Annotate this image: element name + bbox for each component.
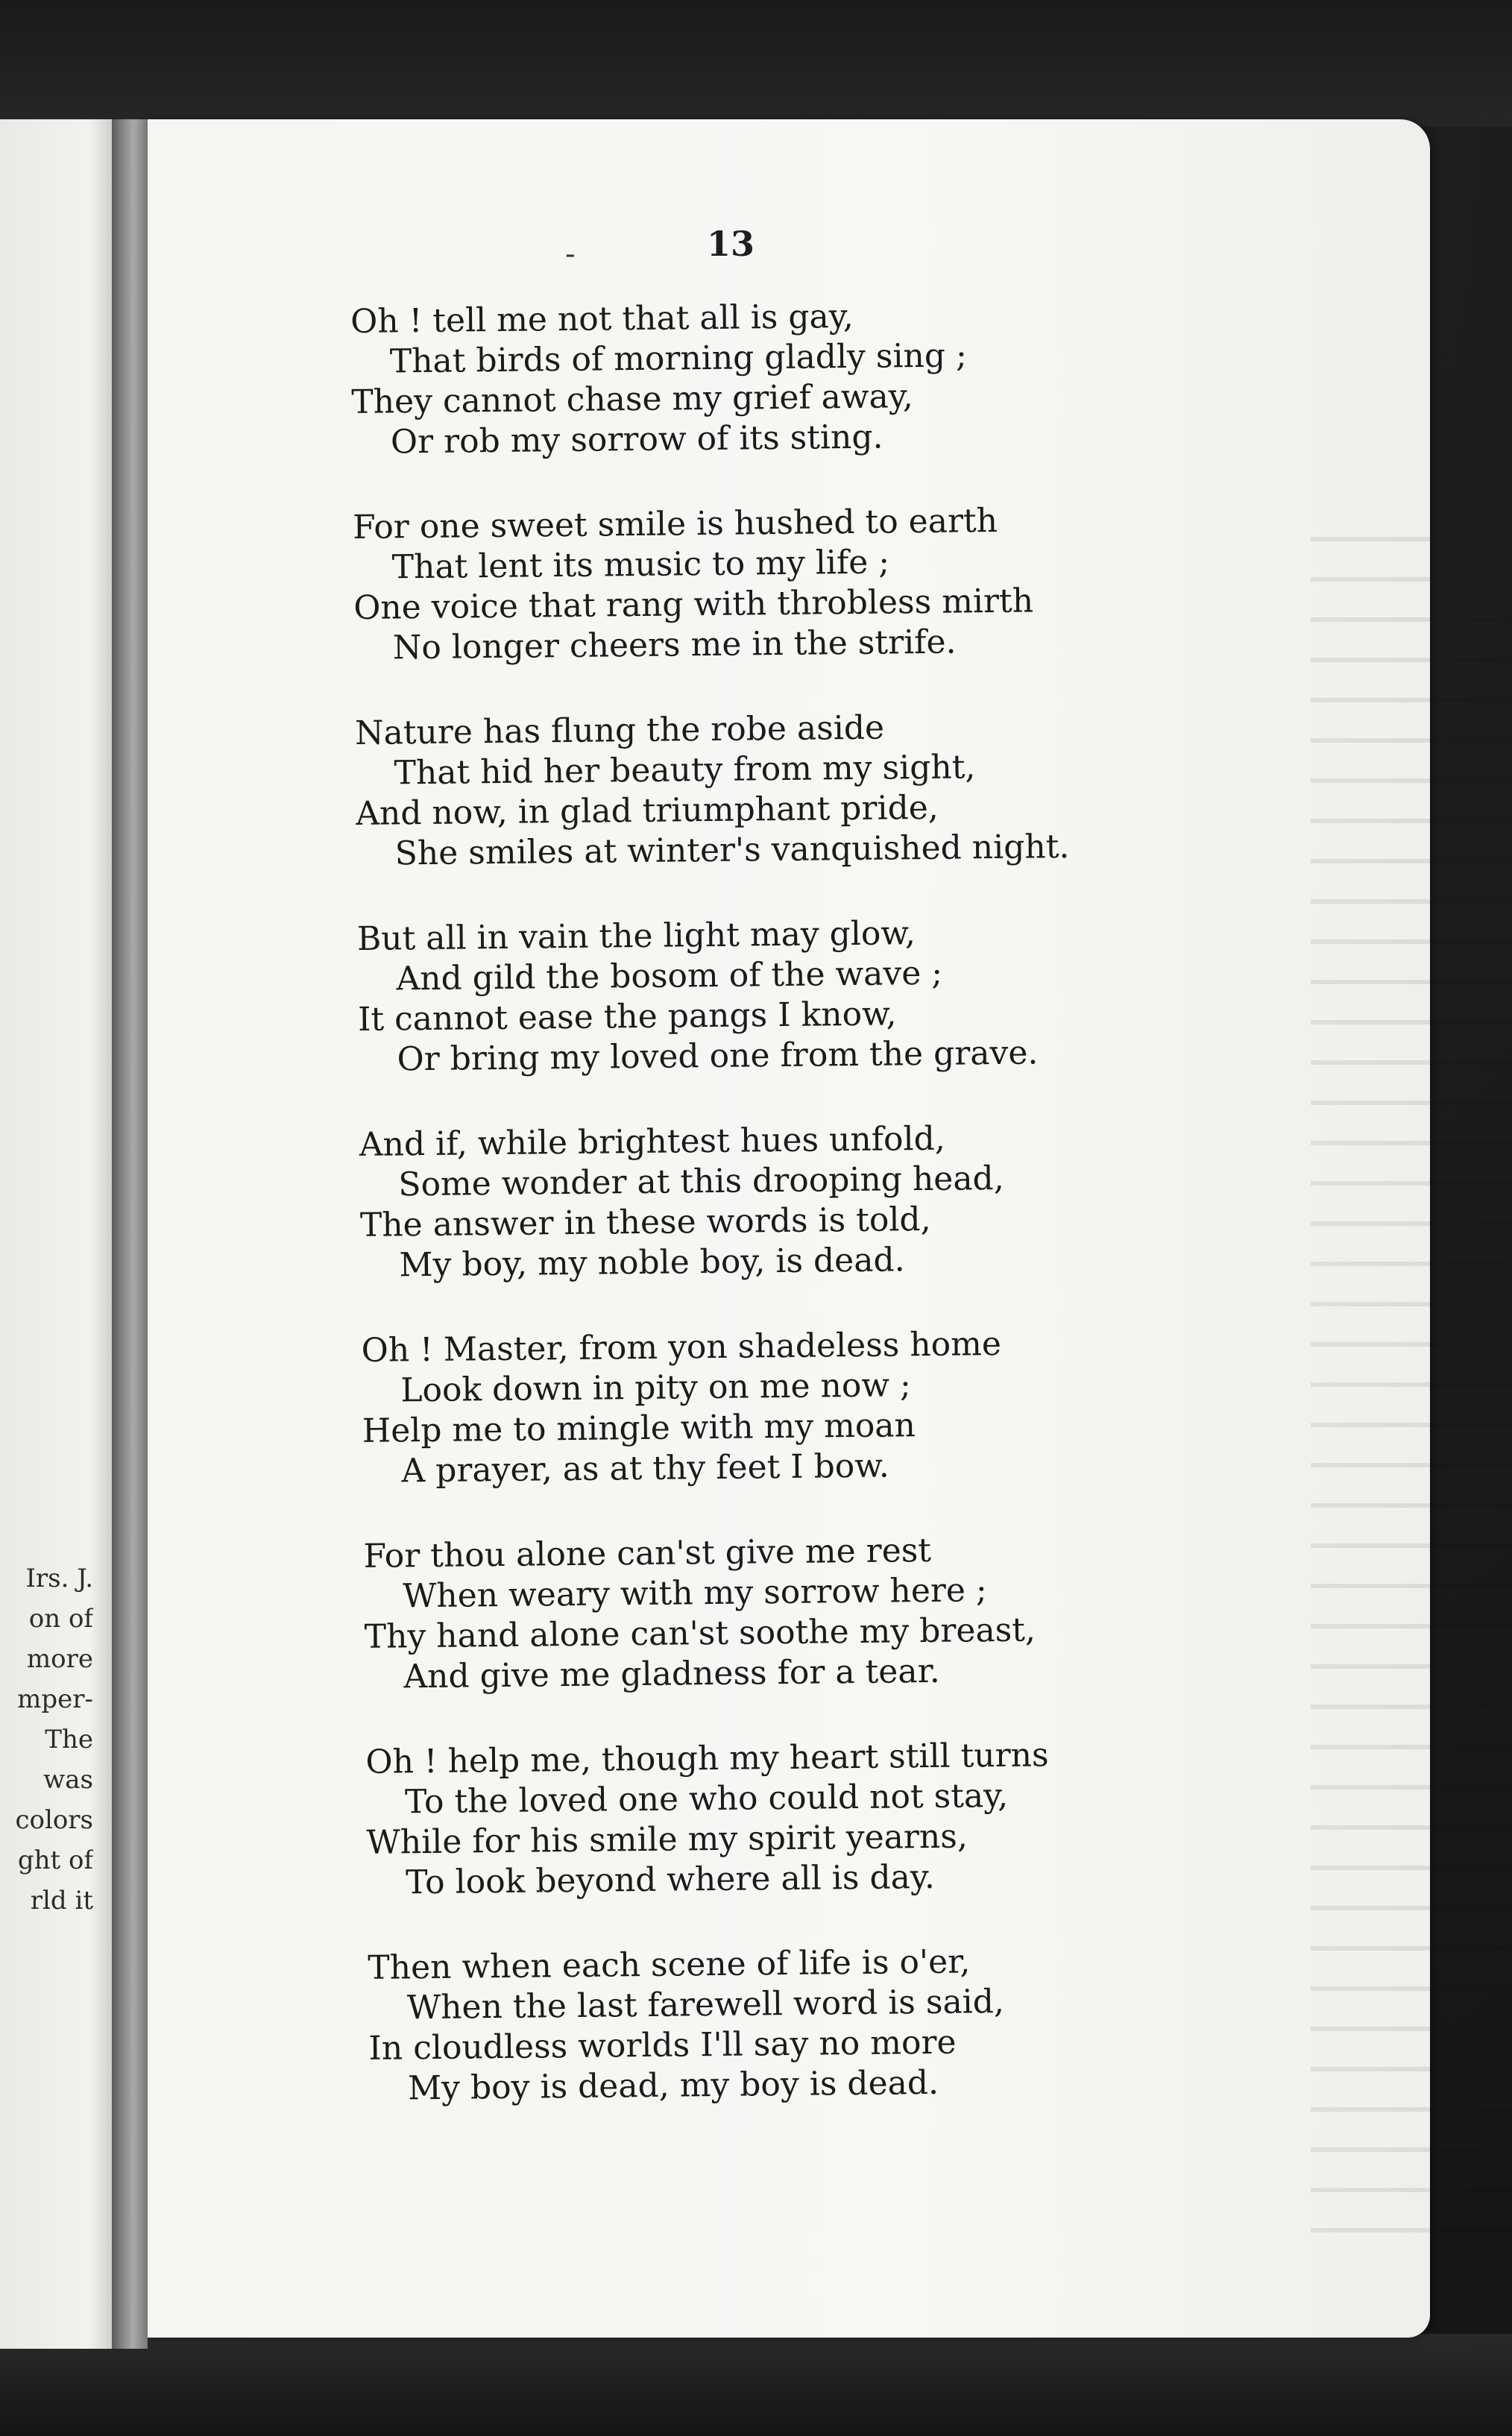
poem-stanza	[359, 1115, 1300, 1286]
left-page-line: more	[26, 1644, 93, 1674]
left-page-line: ght of	[17, 1845, 93, 1875]
poem-line: That hid her beauty from my sight,	[394, 748, 976, 793]
left-page-line: rld it	[30, 1886, 93, 1916]
left-page-text-fragments	[0, 1558, 93, 1921]
poem	[350, 292, 1309, 2154]
poem-line: That birds of morning gladly sing ;	[389, 336, 968, 381]
poem-line: Or bring my loved one from the grave.	[397, 1033, 1039, 1079]
poem-line: A prayer, as at thy feet I bow.	[401, 1447, 889, 1491]
left-page-line: The	[45, 1725, 93, 1754]
reverse-side-bleed-through	[1311, 537, 1512, 2252]
poem-line: She smiles at winter's vanquished night.	[394, 827, 1070, 873]
poem-line: And if, while brightest hues unfold,	[359, 1119, 945, 1164]
poem-stanza	[355, 704, 1296, 875]
poem-line: Nature has flung the robe aside	[354, 708, 885, 752]
poem-line: To look beyond where all is day.	[405, 1857, 936, 1902]
poem-line: But all in vain the light may glow,	[356, 914, 916, 958]
printer-mark: -	[565, 237, 576, 271]
left-page-line: Irs. J.	[25, 1564, 93, 1593]
poem-line: Look down in pity on me now ;	[400, 1366, 912, 1410]
poem-line: That lent its music to my life ;	[391, 543, 890, 587]
poem-line: No longer cheers me in the strife.	[392, 623, 957, 667]
scan-top-edge	[0, 0, 1512, 127]
left-page-line: on of	[28, 1604, 93, 1634]
scan-bottom-edge	[0, 2334, 1512, 2436]
poem-line: Some wonder at this drooping head,	[398, 1159, 1004, 1204]
poem-stanza	[357, 910, 1298, 1080]
book-spine-gutter	[112, 119, 148, 2349]
poem-line: The answer in these words is told,	[359, 1200, 931, 1244]
poem-line: Oh ! help me, though my heart still turns	[365, 1736, 1049, 1781]
poem-line: Help me to mingle with my moan	[362, 1406, 916, 1450]
left-page-line: mper-	[17, 1684, 93, 1714]
poem-line: For thou alone can'st give me rest	[363, 1531, 932, 1576]
poem-line: When weary with my sorrow here ;	[402, 1571, 987, 1616]
poem-line: My boy is dead, my boy is dead.	[407, 2063, 939, 2108]
poem-line: My boy, my noble boy, is dead.	[399, 1241, 905, 1285]
poem-stanza	[365, 1733, 1306, 1904]
poem-line: Then when each scene of life is o'er,	[368, 1942, 971, 1987]
poem-line: While for his smile my spirit yearns,	[366, 1817, 968, 1862]
poem-stanza	[363, 1527, 1304, 1698]
poem-line: Thy hand alone can'st soothe my breast,	[364, 1611, 1036, 1656]
poem-line: Oh ! tell me not that all is gay,	[350, 297, 854, 341]
page-number	[0, 224, 1461, 264]
poem-stanza	[353, 498, 1294, 669]
poem-line: It cannot ease the pangs I know,	[357, 995, 897, 1039]
poem-line: Or rob my sorrow of its sting.	[390, 418, 883, 462]
left-facing-page	[0, 119, 112, 2349]
poem-line: Oh ! Master, from yon shadeless home	[361, 1324, 1002, 1370]
poem-line: And now, in glad triumphant pride,	[355, 788, 939, 833]
poem-stanza	[361, 1321, 1302, 1492]
page-number-text: 13	[706, 224, 755, 264]
poem-line: For one sweet smile is hushed to earth	[352, 501, 998, 547]
poem-line: In cloudless worlds I'll say no more	[368, 2023, 957, 2068]
poem-line: And gild the bosom of the wave ;	[396, 954, 943, 998]
left-page-line: was	[43, 1765, 93, 1795]
poem-stanza	[350, 292, 1291, 463]
poem-line: One voice that rang with throbless mirth	[353, 582, 1034, 627]
poem-line: They cannot chase my grief away,	[351, 377, 914, 421]
poem-line: And give me gladness for a tear.	[403, 1652, 940, 1696]
poem-line: To the loved one who could not stay,	[404, 1776, 1009, 1822]
poem-stanza	[368, 1939, 1308, 2109]
left-page-line: colors	[15, 1805, 93, 1835]
poem-line: When the last farewell word is said,	[406, 1982, 1005, 2027]
